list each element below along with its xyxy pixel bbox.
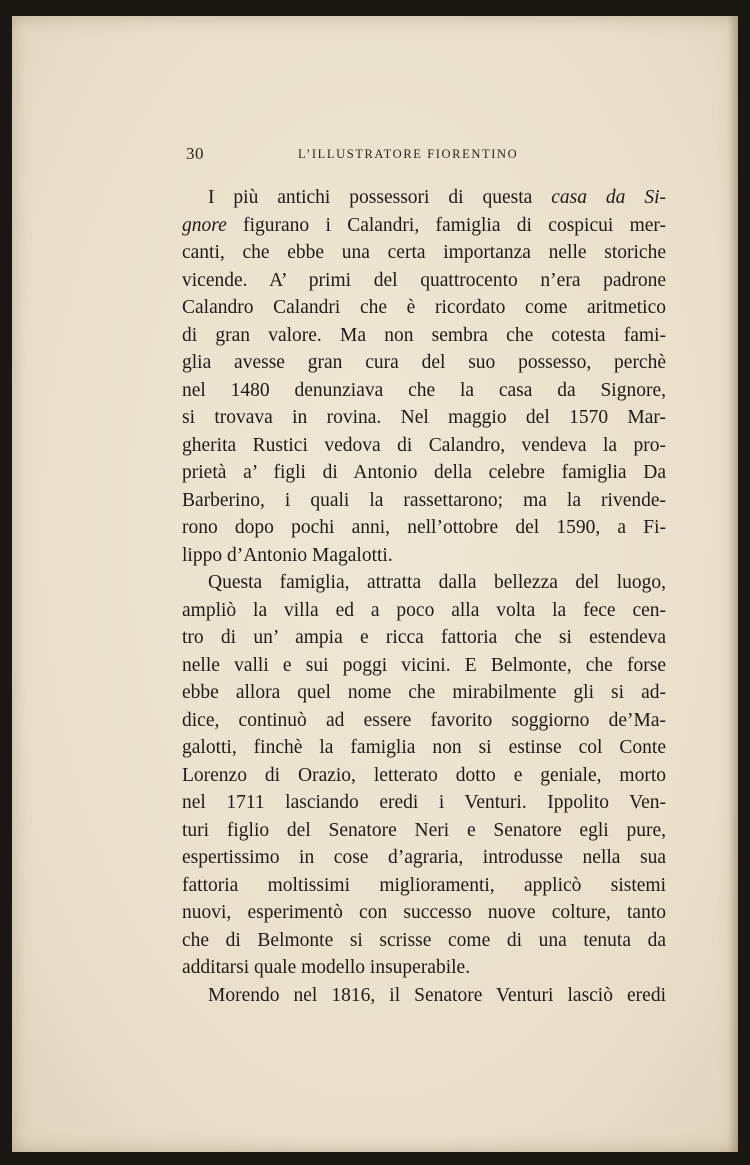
text-line: tro di un’ ampia e ricca fattoria che si estendeva	[182, 627, 666, 648]
text-line: canti, che ebbe una certa importanza nelle storiche	[182, 242, 666, 263]
text-line: nel 1711 lasciando eredi i Venturi. Ippolito Ven-	[182, 792, 666, 813]
text-line: ebbe allora quel nome che mirabilmente gli si ad-	[182, 682, 666, 703]
text-line: nuovi, esperimentò con successo nuove colture, tanto	[182, 902, 666, 923]
text-line: Lorenzo di Orazio, letterato dotto e geniale, morto	[182, 764, 666, 786]
text-line: prietà a’ figli di Antonio della celebre famiglia Da	[182, 462, 666, 483]
text-line: gherita Rustici vedova di Calandro, vendeva la pro-	[182, 434, 666, 456]
text-line: lippo d’Antonio Magalotti.	[182, 544, 393, 566]
text-line: dice, continuò ad essere favorito soggiorno de’Ma-	[182, 709, 666, 731]
text-line: Calandro Calandri che è ricordato come aritmetico	[182, 297, 666, 318]
text-line: additarsi quale modello insuperabile.	[182, 957, 471, 978]
running-title: L’ILLUSTRATORE FIORENTINO	[298, 147, 519, 161]
text-line: Barberino, i quali la rassettarono; ma la rivende-	[182, 489, 666, 511]
text-line: galotti, finchè la famiglia non si estinse col Conte	[182, 737, 666, 758]
text-line: nelle valli e sui poggi vicini. E Belmonte, che forse	[182, 654, 666, 676]
text-line: turi figlio del Senatore Neri e Senatore egli pure,	[182, 819, 666, 841]
page-number: 30	[186, 144, 204, 163]
text-line: si trovava in rovina. Nel maggio del 1570 Mar-	[182, 407, 666, 428]
text-line: espertissimo in cose d’agraria, introdusse nella sua	[182, 847, 666, 868]
text-line: che di Belmonte si scrisse come di una tenuta da	[182, 929, 666, 951]
text-line: Morendo nel 1816, il Senatore Venturi lasciò eredi	[208, 984, 666, 1006]
text-line: Questa famiglia, attratta dalla bellezza del luogo,	[208, 572, 666, 593]
text-line: nel 1480 denunziava che la casa da Signore,	[182, 379, 666, 401]
page-header	[186, 140, 666, 166]
text-line: glia avesse gran cura del suo possesso, perchè	[182, 352, 666, 373]
body-text	[182, 184, 666, 1009]
book-page	[12, 16, 738, 1152]
text-line: I più antichi possessori di questa casa da Si-	[208, 187, 667, 208]
text-line: gnore figurano i Calandri, famiglia di cospicui mer-	[182, 214, 666, 236]
text-line: ampliò la villa ed a poco alla volta la fece cen-	[182, 599, 666, 621]
text-line: fattoria moltissimi miglioramenti, applicò sistemi	[182, 874, 666, 896]
text-line: di gran valore. Ma non sembra che cotesta fami-	[182, 324, 666, 346]
text-line: vicende. A’ primi del quattrocento n’era padrone	[182, 269, 666, 291]
text-line: rono dopo pochi anni, nell’ottobre del 1590, a Fi-	[182, 517, 666, 538]
